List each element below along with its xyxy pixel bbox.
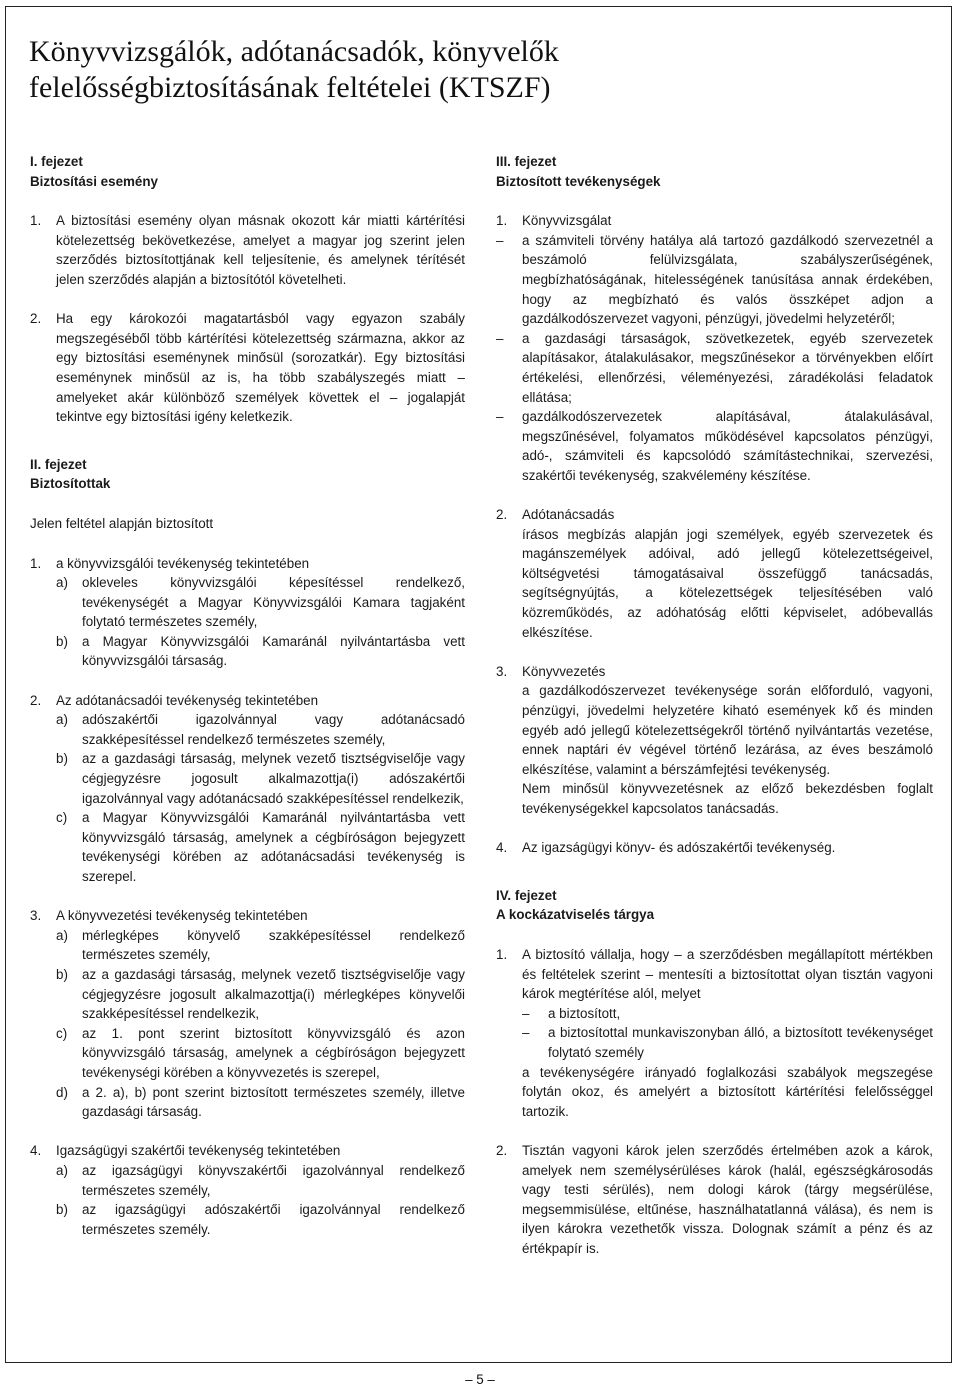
clause-number: 2. (496, 1142, 508, 1158)
clause-number: 1. (496, 946, 508, 962)
chapter-label: IV. fejezet (496, 887, 557, 903)
chapter-title: Biztosítottak (30, 476, 111, 492)
chapter-title: A kockázatviselés tárgya (496, 907, 655, 923)
title-line-2: felelősségbiztosításának feltételei (KTSZF) (29, 71, 551, 104)
dash-item (496, 407, 933, 485)
sub-text: az 1. pont szerint biztosított könyvvizsgáló és azon könyvvizsgáló társaság, amelynek a cégbíróságon bejegyzett tevékenységi körében a könyvvezetés is szerepel, (82, 1025, 465, 1080)
clause-3-1 (496, 211, 933, 231)
sub-label: a) (56, 575, 68, 591)
clause-2-1 (30, 554, 465, 672)
dash-item (496, 329, 933, 407)
clause-heading: Az adótanácsadói tevékenység tekintetében (56, 692, 319, 708)
clause-2-3 (30, 906, 465, 1122)
dash-item (522, 1023, 933, 1062)
dash-item (496, 231, 933, 329)
sub-label: a) (56, 927, 68, 943)
clause-heading: Adótanácsadás (522, 507, 615, 523)
sub-item (56, 1200, 465, 1239)
clause-text: A biztosító vállalja, hogy – a szerződésben megállapított mértékben és feltételek szerint – mentesíti a biztosítottat olyan tisztán vagyoni károk megtérítése alól, melyet (522, 946, 933, 1002)
sub-item (56, 573, 465, 632)
dash-text: gazdálkodószervezetek alapításával, átalakulásával, megszűnésével, folyamatos működésével kapcsolatos pénzügyi, adó-, számviteli és kapcsolódó számítástechnikai, szervezési, szakértői tevékenység, szakvélemény készítése. (522, 409, 933, 483)
clause-number: 1. (30, 213, 42, 229)
sub-item (56, 808, 465, 886)
clause-3-4 (496, 838, 933, 858)
sub-item (56, 1083, 465, 1122)
clause-2-2 (30, 691, 465, 887)
clause-3-2 (496, 505, 933, 642)
dash-marker: – (496, 330, 504, 346)
dash-marker: – (522, 1005, 530, 1021)
dash-text: a biztosítottal munkaviszonyban álló, a biztosított tevékenységet folytató személy (548, 1025, 933, 1060)
sub-text: okleveles könyvvizsgálói képesítéssel rendelkező, tevékenységét a Magyar Könyvvizsgálói Kamara tagjaként folytató természetes személy, (82, 575, 465, 630)
dash-item (522, 1004, 933, 1024)
dash-marker: – (522, 1025, 530, 1041)
sub-text: a Magyar Könyvvizsgálói Kamaránál nyilvántartásba vett könyvvizsgálói társaság. (82, 633, 465, 669)
clause-number: 2. (496, 507, 508, 523)
sub-text: az igazságügyi könyvszakértői igazolvánnyal rendelkező természetes személy, (82, 1162, 465, 1198)
page-number: – 5 – (465, 1372, 495, 1387)
sub-item (56, 710, 465, 749)
clause-heading: a könyvvizsgálói tevékenység tekintetében (56, 555, 310, 571)
clause-text: a gazdálkodószervezet tevékenysége során előforduló, vagyoni, pénzügyi, jövedelmi helyzetére kiható események kő és minden egyéb adó jellegű kötelezettségekről történő nyilvántartás vezetése, ennek naptári év végével történő lezárása, az éves beszámoló elkészítése, valamint a bérszámfejtési tevékenység. (522, 683, 933, 777)
clause-heading: Könyvvezetés (522, 663, 606, 679)
clause-3-3 (496, 662, 933, 819)
clause-number: 1. (496, 213, 508, 229)
sub-item (56, 1024, 465, 1083)
sub-item (56, 1161, 465, 1200)
dash-marker: – (496, 409, 504, 425)
sub-label: a) (56, 712, 68, 728)
sub-text: adószakértői igazolvánnyal vagy adótanácsadó szakképesítéssel rendelkező természetes személy, (82, 712, 465, 747)
clause-number: 1. (30, 555, 42, 571)
clause-heading: A könyvvezetési tevékenység tekintetében (56, 908, 308, 924)
sub-text: az igazságügyi adószakértői igazolvánnyal rendelkező természetes személy. (82, 1202, 465, 1237)
sub-label: c) (56, 1025, 68, 1041)
right-column (496, 152, 933, 1258)
chapter-label: III. fejezet (496, 154, 557, 169)
sub-label: b) (56, 1202, 68, 1218)
clause-number: 4. (496, 840, 508, 856)
clause-2-4 (30, 1141, 465, 1239)
clause-3-1-list (496, 231, 933, 486)
sub-text: a 2. a), b) pont szerint biztosított természetes személy, illetve gazdasági társaság. (82, 1084, 465, 1120)
chapter-2-heading (30, 455, 465, 494)
sub-label: b) (56, 751, 68, 767)
clause-number: 2. (30, 692, 42, 708)
sub-text: a Magyar Könyvvizsgálói Kamaránál nyilvántartásba vett könyvvizsgáló társaság, amelynek a cégbíróságon bejegyzett tevékenységi körében az adótanácsadási tevékenység is szerepel. (82, 810, 465, 884)
chapter-3-heading (496, 152, 933, 191)
clause-text: A biztosítási esemény olyan másnak okozott kár miatti kártérítési kötelezettség bekövetkezése, amelyet a magyar jog szerint jelen szerződés biztosítottjának kell teljesítenie, és amelynek térítését jelen szerződés alapján a biztosítótól követelheti. (56, 213, 465, 287)
clause-text-2: Nem minősül könyvvezetésnek az előző bekezdésben foglalt tevékenységekkel kapcsolatos tanácsadás. (522, 781, 933, 816)
clause-text: Ha egy károkozói magatartásból vagy egyazon szabály megszegéséből több kártérítési kötelezettség származna, akkor az egy biztosítási eseménynek minősül (sorozatkár). Egy biztosítási eseménynek minősül az is, ha több szabályszegés miatt – amelyeket akár különböző személyek követtek el – jogalapját tekintve egy biztosítási igény keletkezik. (56, 311, 465, 425)
chapter-1-heading (30, 152, 465, 191)
sub-item (56, 965, 465, 1024)
sub-item (56, 632, 465, 671)
sub-text: az a gazdasági társaság, melynek vezető tisztségviselője vagy cégjegyzésre jogosult alkalmazottja(i) adószakértői igazolvánnyal vagy adótanácsadó szakképesítéssel rendelkezik, (82, 751, 465, 806)
chapter-2-intro: Jelen feltétel alapján biztosított (30, 515, 214, 531)
sub-label: d) (56, 1084, 68, 1100)
sub-text: mérlegképes könyvelő szakképesítéssel rendelkező természetes személy, (82, 927, 465, 963)
sub-text: az a gazdasági társaság, melynek vezető tisztségviselője vagy cégjegyzésre jogosult alkalmazottja(i) mérlegképes könyvelői szakképesítéssel rendelkezik, (82, 966, 465, 1022)
clause-number: 4. (30, 1143, 42, 1159)
clause-heading: Könyvvizsgálat (522, 213, 612, 229)
dash-marker: – (496, 232, 504, 248)
clause-4-2 (496, 1141, 933, 1259)
chapter-label: II. fejezet (30, 456, 87, 472)
sub-item (56, 749, 465, 808)
sub-label: b) (56, 633, 68, 649)
dash-text: a számviteli törvény hatálya alá tartozó gazdálkodó szervezetnél a beszámoló felülvizsgálata, szabályszerűségének, megbízhatóságának, hitelességének tanúsítása annak érdekében, hogy az megbízható és valós összképet adjon a gazdálkodószervezet vagyoni, pénzügyi, jövedelmi helyzetéről; (522, 232, 933, 327)
chapter-label: I. fejezet (30, 154, 83, 169)
chapter-4-heading (496, 886, 933, 925)
clause-1-2 (30, 309, 465, 427)
clause-number: 2. (30, 311, 42, 327)
left-column (30, 152, 465, 1239)
clause-heading: Igazságügyi szakértői tevékenység tekintetében (56, 1143, 341, 1159)
title-line-1: Könyvvizsgálók, adótanácsadók, könyvelők (29, 35, 559, 68)
clause-text: írásos megbízás alapján jogi személyek, egyéb szervezetek és magánszemélyek adóival, adó jellegű kötelezettségeivel, költségvetési támogatásaival összefüggő tanácsadás, segítségnyújtás, a kötelezettségek teljesítésében való közreműködés, az adóhatóság előtti képviselet, adóbevallás elkészítése. (522, 526, 933, 640)
clause-tail: a tevékenységére irányadó foglalkozási szabályok megszegése folytán okoz, és amelyért a biztosított kártérítési felelősséggel tartozik. (522, 1064, 933, 1119)
sub-label: b) (56, 966, 68, 982)
clause-1-1 (30, 211, 465, 289)
dash-text: a gazdasági társaságok, szövetkezetek, egyéb szervezetek alapításakor, átalakulásakor, megszűnésekor a törvényekben előírt értékelési, ellenőrzési, véleményezési, záradékolási feladatok ellátása; (522, 330, 933, 405)
document-title (29, 34, 929, 106)
clause-number: 3. (496, 663, 508, 679)
dash-text: a biztosított, (548, 1005, 621, 1021)
clause-4-1 (496, 945, 933, 1121)
sub-label: c) (56, 810, 68, 826)
clause-text: Tisztán vagyoni károk jelen szerződés értelmében azok a károk, amelyek nem személysérüléses károk (halál, egészségkárosodás vagy testi sérülés), nem dologi károk (tárgy megsérülése, megsemmisülése, eltűnése, használhatatlanná válása), és nem is ilyen károkra vezethetők vissza. Dolognak számít a pénz és az értékpapír is. (522, 1142, 933, 1256)
clause-heading: Az igazságügyi könyv- és adószakértői tevékenység. (522, 840, 836, 856)
chapter-title: Biztosított tevékenységek (496, 173, 661, 189)
sub-item (56, 926, 465, 965)
sub-label: a) (56, 1162, 68, 1178)
chapter-title: Biztosítási esemény (30, 173, 159, 189)
clause-number: 3. (30, 908, 42, 924)
